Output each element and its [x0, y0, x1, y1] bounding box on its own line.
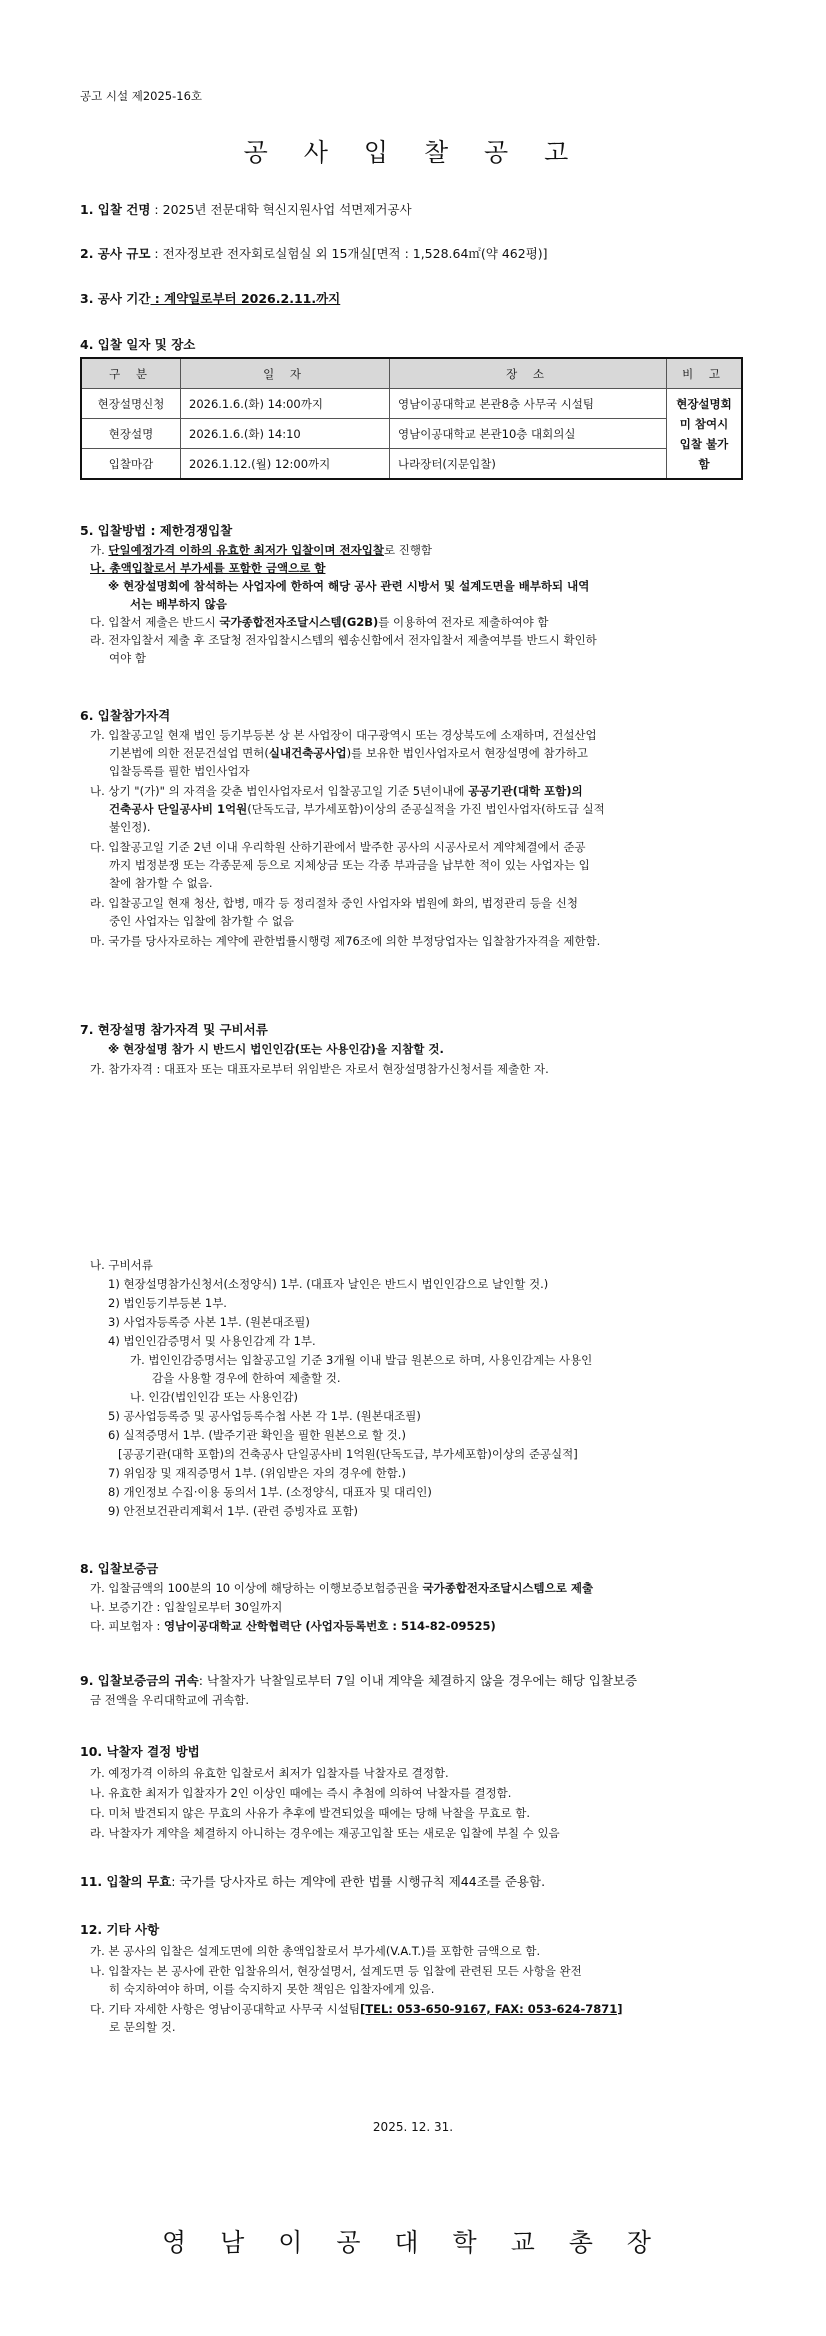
remark-line: 현장설명회 — [676, 396, 732, 411]
text: 가. 입찰금액의 100분의 10 이상에 해당하는 이행보증보험증권을 — [90, 1581, 423, 1595]
section-7-label: 7. 현장설명 참가자격 및 구비서류 — [80, 1022, 268, 1037]
doc-item: 4) 법인인감증명서 및 사용인감계 각 1부. — [108, 1334, 316, 1348]
text: 를 이용하여 전자로 제출하여야 함 — [378, 615, 549, 629]
section-10-item-da: 다. 미처 발견되지 않은 무효의 사유가 추후에 발견되었을 때에는 당해 낙찰을 무효로 함. — [90, 1806, 530, 1820]
section-6-item-na — [90, 782, 583, 800]
table-cell: 2026.1.6.(화) 14:10 — [181, 419, 390, 449]
table-cell: 현장설명 — [81, 419, 181, 449]
table-cell: 현장설명신청 — [81, 389, 181, 419]
section-5-note-cont: 서는 배부하지 않음 — [130, 597, 227, 611]
table-cell: 2026.1.12.(월) 12:00까지 — [181, 449, 390, 480]
section-8-item-na: 나. 보증기간 : 입찰일로부터 30일까지 — [90, 1600, 283, 1614]
text: 영남이공대학교 산학협력단 (사업자등록번호 : 514-82-09525) — [164, 1619, 496, 1633]
section-7-note: ※ 현장설명 참가 시 반드시 법인인감(또는 사용인감)을 지참할 것. — [108, 1042, 444, 1056]
notice-date: 2025. 12. 31. — [372, 2120, 454, 2134]
table-cell: 영남이공대학교 본관10층 대회의실 — [390, 419, 667, 449]
text: 가. — [90, 543, 109, 557]
section-6-item-ra-cont: 중인 사업자는 입찰에 참가할 수 없음 — [109, 914, 294, 928]
section-6-item-ma: 마. 국가를 당사자로하는 계약에 관한법률시행령 제76조에 의한 부정당업자는 입찰참가자격을 제한함. — [90, 934, 601, 948]
page-title: 공 사 입 찰 공 고 — [243, 138, 583, 167]
section-6-item-ra: 라. 입찰공고일 현재 청산, 합병, 매각 등 정리절차 중인 사업자와 법원에 화의, 법정관리 등을 신청 — [90, 896, 578, 910]
section-6-item-ga-cont: 입찰등록를 필한 법인사업자 — [109, 764, 250, 778]
table-row — [81, 419, 742, 449]
section-10-label: 10. 낙찰자 결정 방법 — [80, 1744, 200, 1759]
text: )를 보유한 법인사업자로서 현장설명에 참가하고 — [346, 746, 588, 760]
section-6-label: 6. 입찰참가자격 — [80, 708, 171, 723]
section-11-text: : 국가를 당사자로 하는 계약에 관한 법률 시행규칙 제44조를 준용함. — [171, 1874, 546, 1889]
table-cell: 영남이공대학교 본관8층 사무국 시설팀 — [390, 389, 667, 419]
section-5-item-na: 나. 총액입찰로서 부가세를 포함한 금액으로 함 — [90, 561, 326, 575]
contact-info: [TEL: 053-650-9167, FAX: 053-624-7871] — [359, 2002, 623, 2016]
table-cell: 나라장터(지문입찰) — [390, 449, 667, 480]
table-header: 비 고 — [667, 358, 743, 389]
text: 다. 입찰서 제출은 반드시 — [90, 615, 220, 629]
remark-line: 미 참여시 — [679, 416, 729, 431]
text: 다. 기타 자세한 사항은 영남이공대학교 사무국 시설팀 — [90, 2002, 360, 2016]
section-6-item-ga: 가. 입찰공고일 현재 법인 등기부등본 상 본 사업장이 대구광역시 또는 경상북도에 소재하며, 건설산업 — [90, 728, 597, 742]
section-3 — [80, 289, 340, 307]
doc-item: 6) 실적증명서 1부. (발주기관 확인을 필한 원본으로 할 것.) — [108, 1428, 406, 1442]
section-2 — [80, 244, 548, 262]
table-header: 구 분 — [81, 358, 181, 389]
section-3-label: 3. 공사 기간 — [80, 291, 151, 306]
doc-item: 7) 위임장 및 재직증명서 1부. (위임받은 자의 경우에 한함.) — [108, 1466, 406, 1480]
section-6-item-da-cont: 찰에 참가할 수 없음. — [109, 876, 213, 890]
section-10-item-na: 나. 유효한 최저가 입찰자가 2인 이상인 때에는 즉시 추첨에 의하여 낙찰자를 결정함. — [90, 1786, 512, 1800]
section-12-item-na-cont: 히 숙지하여야 하며, 이를 숙지하지 못한 책임은 입찰자에게 있음. — [109, 1982, 435, 1996]
section-12-item-na: 나. 입찰자는 본 공사에 관한 입찰유의서, 현장설명서, 설계도면 등 입찰에 관련된 모든 사항을 완전 — [90, 1964, 582, 1978]
section-1-text: : 2025년 전문대학 혁신지원사업 석면제거공사 — [150, 202, 412, 217]
text: 단일예정가격 이하의 유효한 최저가 입찰이며 전자입찰 — [108, 543, 384, 557]
section-8-item-ga — [90, 1579, 593, 1597]
table-header: 일 자 — [181, 358, 390, 389]
section-8-label: 8. 입찰보증금 — [80, 1561, 159, 1576]
text: 국가종합전자조달시스템(G2B) — [219, 615, 379, 629]
text: 국가종합전자조달시스템으로 제출 — [422, 1581, 594, 1595]
table-cell: 입찰마감 — [81, 449, 181, 480]
table-cell: 2026.1.6.(화) 14:00까지 — [181, 389, 390, 419]
section-5-item-ga — [90, 541, 432, 559]
section-2-label: 2. 공사 규모 — [80, 246, 151, 261]
section-4-label: 4. 입찰 일자 및 장소 — [80, 337, 196, 352]
section-1 — [80, 200, 412, 218]
section-9 — [80, 1671, 637, 1689]
doc-item: 3) 사업자등록증 사본 1부. (원본대조필) — [108, 1315, 310, 1329]
doc-item: 2) 법인등기부등본 1부. — [108, 1296, 227, 1310]
remark-line: 입찰 불가함 — [679, 436, 729, 471]
text: 로 진행함 — [383, 543, 433, 557]
section-5-item-ra-cont: 여야 함 — [109, 651, 146, 665]
table-header: 장 소 — [390, 358, 667, 389]
doc-subitem-cont: 감을 사용할 경우에 한하여 제출할 것. — [152, 1371, 341, 1385]
section-5-item-da — [90, 613, 548, 631]
text: 건축공사 단일공사비 1억원 — [109, 802, 248, 816]
section-12-item-da — [90, 2000, 623, 2018]
remark-cell — [667, 389, 743, 480]
doc-subitem: 나. 인감(법인인감 또는 사용인감) — [130, 1390, 299, 1404]
doc-item: 5) 공사업등록증 및 공사업등록수첩 사본 각 1부. (원본대조필) — [108, 1409, 421, 1423]
section-7-item-na: 나. 구비서류 — [90, 1258, 153, 1272]
section-5-note: ※ 현장설명회에 참석하는 사업자에 한하여 해당 공사 관련 시방서 및 설계도면을 배부하되 내역 — [108, 579, 590, 593]
section-11 — [80, 1872, 545, 1890]
section-3-text: : 계약일로부터 2026.2.11.까지 — [150, 291, 341, 306]
section-1-label: 1. 입찰 건명 — [80, 202, 151, 217]
table-header-row — [81, 358, 742, 389]
text: 공공기관(대학 포함)의 — [468, 784, 583, 798]
doc-item: 1) 현장설명참가신청서(소정양식) 1부. (대표자 날인은 반드시 법인인감으로 날인할 것.) — [108, 1277, 549, 1291]
section-6-item-ga-cont — [109, 744, 588, 762]
section-9-label: 9. 입찰보증금의 귀속 — [80, 1673, 199, 1688]
section-5-item-ra: 라. 전자입찰서 제출 후 조달청 전자입찰시스템의 웹송신함에서 전자입찰서 제출여부를 반드시 확인하 — [90, 633, 597, 647]
section-9-cont: 금 전액을 우리대학교에 귀속함. — [90, 1693, 250, 1707]
text: 실내건축공사업 — [268, 746, 347, 760]
signature: 영 남 이 공 대 학 교 총 장 — [162, 2228, 664, 2257]
section-9-text: : 낙찰자가 낙찰일로부터 7일 이내 계약을 체결하지 않을 경우에는 해당 입찰보증 — [198, 1673, 638, 1688]
section-6-item-na-cont — [109, 800, 605, 818]
section-10-item-ga: 가. 예정가격 이하의 유효한 입찰로서 최저가 입찰자를 낙찰자로 결정함. — [90, 1766, 449, 1780]
doc-subitem: 가. 법인인감증명서는 입찰공고일 기준 3개월 이내 발급 원본으로 하며, 사용인감계는 사용인 — [130, 1353, 593, 1367]
section-12-item-ga: 가. 본 공사의 입찰은 설계도면에 의한 총액입찰로서 부가세(V.A.T.)를 포함한 금액으로 함. — [90, 1944, 541, 1958]
text: 나. 상기 "(가)" 의 자격을 갖춘 법인사업자로서 입찰공고일 기준 5년이내에 — [90, 784, 469, 798]
section-6-item-da: 다. 입찰공고일 기준 2년 이내 우리학원 산하기관에서 발주한 공사의 시공사로서 계약체결에서 준공 — [90, 840, 586, 854]
doc-item: 8) 개인정보 수집·이용 동의서 1부. (소정양식, 대표자 및 대리인) — [108, 1485, 432, 1499]
section-12-item-da-cont: 로 문의할 것. — [109, 2020, 176, 2034]
section-6-item-na-cont: 불인정). — [109, 820, 151, 834]
section-6-item-da-cont: 까지 법정분쟁 또는 각종문제 등으로 지체상금 또는 각종 부과금을 납부한 적이 있는 사업자는 입 — [109, 858, 590, 872]
table-row — [81, 389, 742, 419]
text: 기본법에 의한 전문건설업 면허( — [109, 746, 269, 760]
table-row — [81, 449, 742, 480]
doc-item-note: [공공기관(대학 포함)의 건축공사 단일공사비 1억원(단독도급, 부가세포함)이상의 준공실적] — [118, 1447, 578, 1461]
notice-number: 공고 시설 제2025-16호 — [80, 89, 203, 103]
schedule-table — [80, 357, 743, 480]
section-12-label: 12. 기타 사항 — [80, 1922, 160, 1937]
section-8-item-da — [90, 1617, 496, 1635]
section-10-item-ra: 라. 낙찰자가 계약을 체결하지 아니하는 경우에는 재공고입찰 또는 새로운 입찰에 부칠 수 있음 — [90, 1826, 560, 1840]
section-7-item-ga: 가. 참가자격 : 대표자 또는 대표자로부터 위임받은 자로서 현장설명참가신청서를 제출한 자. — [90, 1062, 549, 1076]
text: 다. 피보험자 : — [90, 1619, 165, 1633]
section-2-text: : 전자정보관 전자회로실험실 외 15개실[면적 : 1,528.64㎡(약 462평)] — [150, 246, 548, 261]
section-5-label: 5. 입찰방법 : 제한경쟁입찰 — [80, 523, 233, 538]
section-11-label: 11. 입찰의 무효 — [80, 1874, 172, 1889]
text: (단독도급, 부가세포함)이상의 준공실적을 가진 법인사업자(하도급 실적 — [247, 802, 605, 816]
doc-item: 9) 안전보건관리계획서 1부. (관련 증빙자료 포함) — [108, 1504, 358, 1518]
